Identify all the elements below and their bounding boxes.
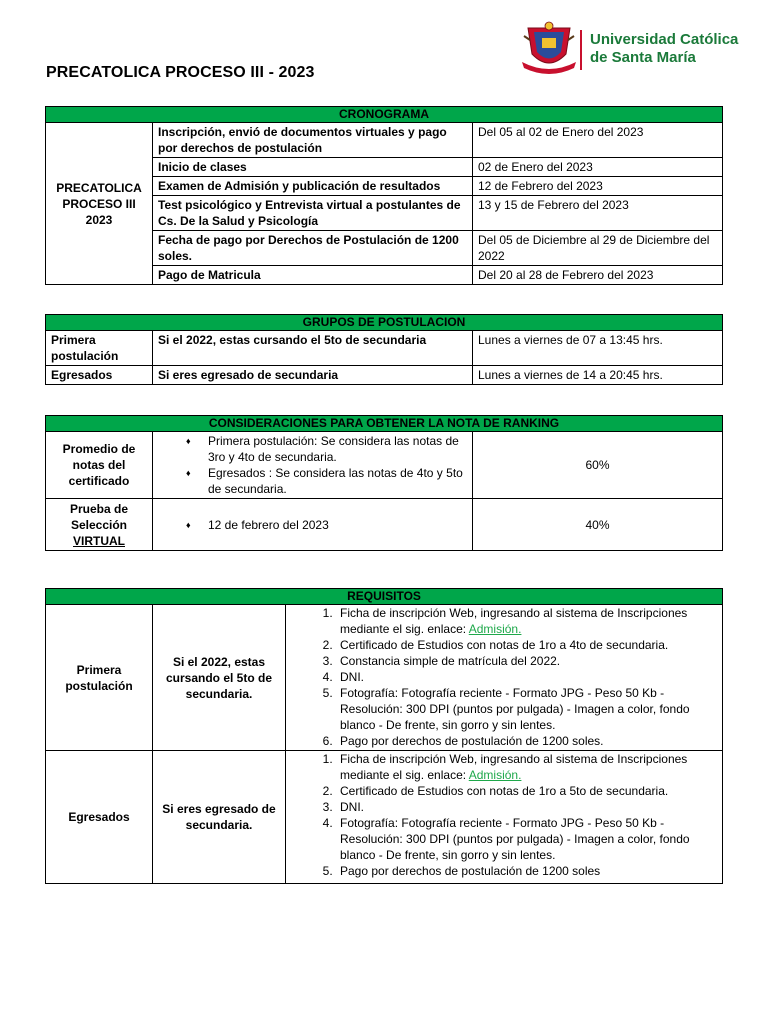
cronograma-date: Del 05 al 02 de Enero del 2023: [473, 123, 723, 158]
cronograma-item: Pago de Matricula: [153, 266, 473, 285]
university-name-line1: Universidad Católica: [590, 31, 739, 48]
table-row: [46, 331, 723, 366]
ranking-bullets: [153, 499, 473, 551]
table-row: [46, 123, 723, 158]
requisitos-list-cell: [286, 751, 723, 884]
admision-link[interactable]: Admisión.: [468, 622, 522, 636]
table-row: [46, 751, 723, 884]
requisitos-table: [45, 588, 723, 884]
list-item: 4. Fotografía: Fotografía reciente - Formato JPG - Peso 50 Kb - Resolución: 300 DPI (puntos por pulgada) - Imagen a color, fondo blanco - De frente, sin gorro y sin lentes.: [336, 815, 717, 863]
group-label: Egresados: [46, 366, 153, 385]
ranking-bullet: ♦ Primera postulación: Se considera las notas de 3ro y 4to de secundaria.: [186, 433, 467, 465]
cronograma-date: 12 de Febrero del 2023: [473, 177, 723, 196]
requisitos-header: REQUISITOS: [46, 589, 723, 605]
requisitos-condition: Si el 2022, estas cursando el 5to de secundaria.: [153, 605, 286, 751]
ranking-bullet: ♦ 12 de febrero del 2023: [186, 517, 467, 533]
list-item: 5. Pago por derechos de postulación de 1200 soles: [336, 863, 717, 879]
group-label: Primera postulación: [46, 331, 153, 366]
ranking-label-line2: VIRTUAL: [73, 533, 125, 548]
cronograma-header: CRONOGRAMA: [46, 107, 723, 123]
university-name: [590, 31, 738, 67]
ranking-weight: 60%: [473, 432, 723, 499]
cronograma-date: 02 de Enero del 2023: [473, 158, 723, 177]
group-condition: Si el 2022, estas cursando el 5to de secundaria: [153, 331, 473, 366]
list-item: 6. Pago por derechos de postulación de 1200 soles.: [336, 733, 717, 749]
cronograma-date: Del 05 de Diciembre al 29 de Diciembre del 2022: [473, 231, 723, 266]
logo-divider: [580, 30, 582, 70]
university-logo: [520, 18, 750, 80]
table-row: [46, 432, 723, 499]
requisitos-list: [286, 751, 717, 879]
cronograma-item: Examen de Admisión y publicación de resultados: [153, 177, 473, 196]
requisitos-condition: Si eres egresado de secundaria.: [153, 751, 286, 884]
list-item: 2. Certificado de Estudios con notas de 1ro a 4to de secundaria.: [336, 637, 717, 653]
requisitos-group-label: Primera postulación: [46, 605, 153, 751]
table-row: [46, 605, 723, 751]
list-item: 1. Ficha de inscripción Web, ingresando al sistema de Inscripciones mediante el sig. enlace: Admisión.: [336, 605, 717, 637]
ranking-table: [45, 415, 723, 551]
ranking-label: Promedio de notas del certificado: [46, 432, 153, 499]
ranking-bullets: [153, 432, 473, 499]
group-schedule: Lunes a viernes de 14 a 20:45 hrs.: [473, 366, 723, 385]
cronograma-item: Inicio de clases: [153, 158, 473, 177]
admision-link[interactable]: Admisión.: [468, 768, 522, 782]
ranking-bullet: ♦ Egresados : Se considera las notas de 4to y 5to de secundaria.: [186, 465, 467, 497]
list-item: 2. Certificado de Estudios con notas de 1ro a 5to de secundaria.: [336, 783, 717, 799]
university-crest-icon: [520, 18, 578, 78]
cronograma-item: Fecha de pago por Derechos de Postulación de 1200 soles.: [153, 231, 473, 266]
cronograma-date: 13 y 15 de Febrero del 2023: [473, 196, 723, 231]
page-title: PRECATOLICA PROCESO III - 2023: [46, 64, 315, 81]
university-name-line2: de Santa María: [590, 49, 696, 66]
ranking-label: [46, 499, 153, 551]
cronograma-item: Inscripción, envió de documentos virtuales y pago por derechos de postulación: [153, 123, 473, 158]
requisitos-list-cell: [286, 605, 723, 751]
cronograma-side-label: PRECATOLICA PROCESO III 2023: [46, 123, 153, 285]
ranking-label-line1: Prueba de Selección: [69, 501, 129, 532]
cronograma-item: Test psicológico y Entrevista virtual a postulantes de Cs. De la Salud y Psicología: [153, 196, 473, 231]
list-item: 1. Ficha de inscripción Web, ingresando al sistema de Inscripciones mediante el sig. enlace: Admisión.: [336, 751, 717, 783]
ranking-weight: 40%: [473, 499, 723, 551]
grupos-header: GRUPOS DE POSTULACION: [46, 315, 723, 331]
table-row: [46, 366, 723, 385]
group-condition: Si eres egresado de secundaria: [153, 366, 473, 385]
cronograma-date: Del 20 al 28 de Febrero del 2023: [473, 266, 723, 285]
table-row: [46, 499, 723, 551]
list-item: 4. DNI.: [336, 669, 717, 685]
requisitos-group-label: Egresados: [46, 751, 153, 884]
requisitos-list: [286, 605, 717, 749]
page-header: [0, 0, 768, 110]
ranking-header: CONSIDERACIONES PARA OBTENER LA NOTA DE RANKING: [46, 416, 723, 432]
grupos-table: [45, 314, 723, 385]
list-item: 3. DNI.: [336, 799, 717, 815]
group-schedule: Lunes a viernes de 07 a 13:45 hrs.: [473, 331, 723, 366]
list-item: 3. Constancia simple de matrícula del 2022.: [336, 653, 717, 669]
list-item: 5. Fotografía: Fotografía reciente - Formato JPG - Peso 50 Kb - Resolución: 300 DPI (puntos por pulgada) - Imagen a color, fondo blanco - De frente, sin gorro y sin lentes.: [336, 685, 717, 733]
cronograma-table: [45, 106, 723, 285]
